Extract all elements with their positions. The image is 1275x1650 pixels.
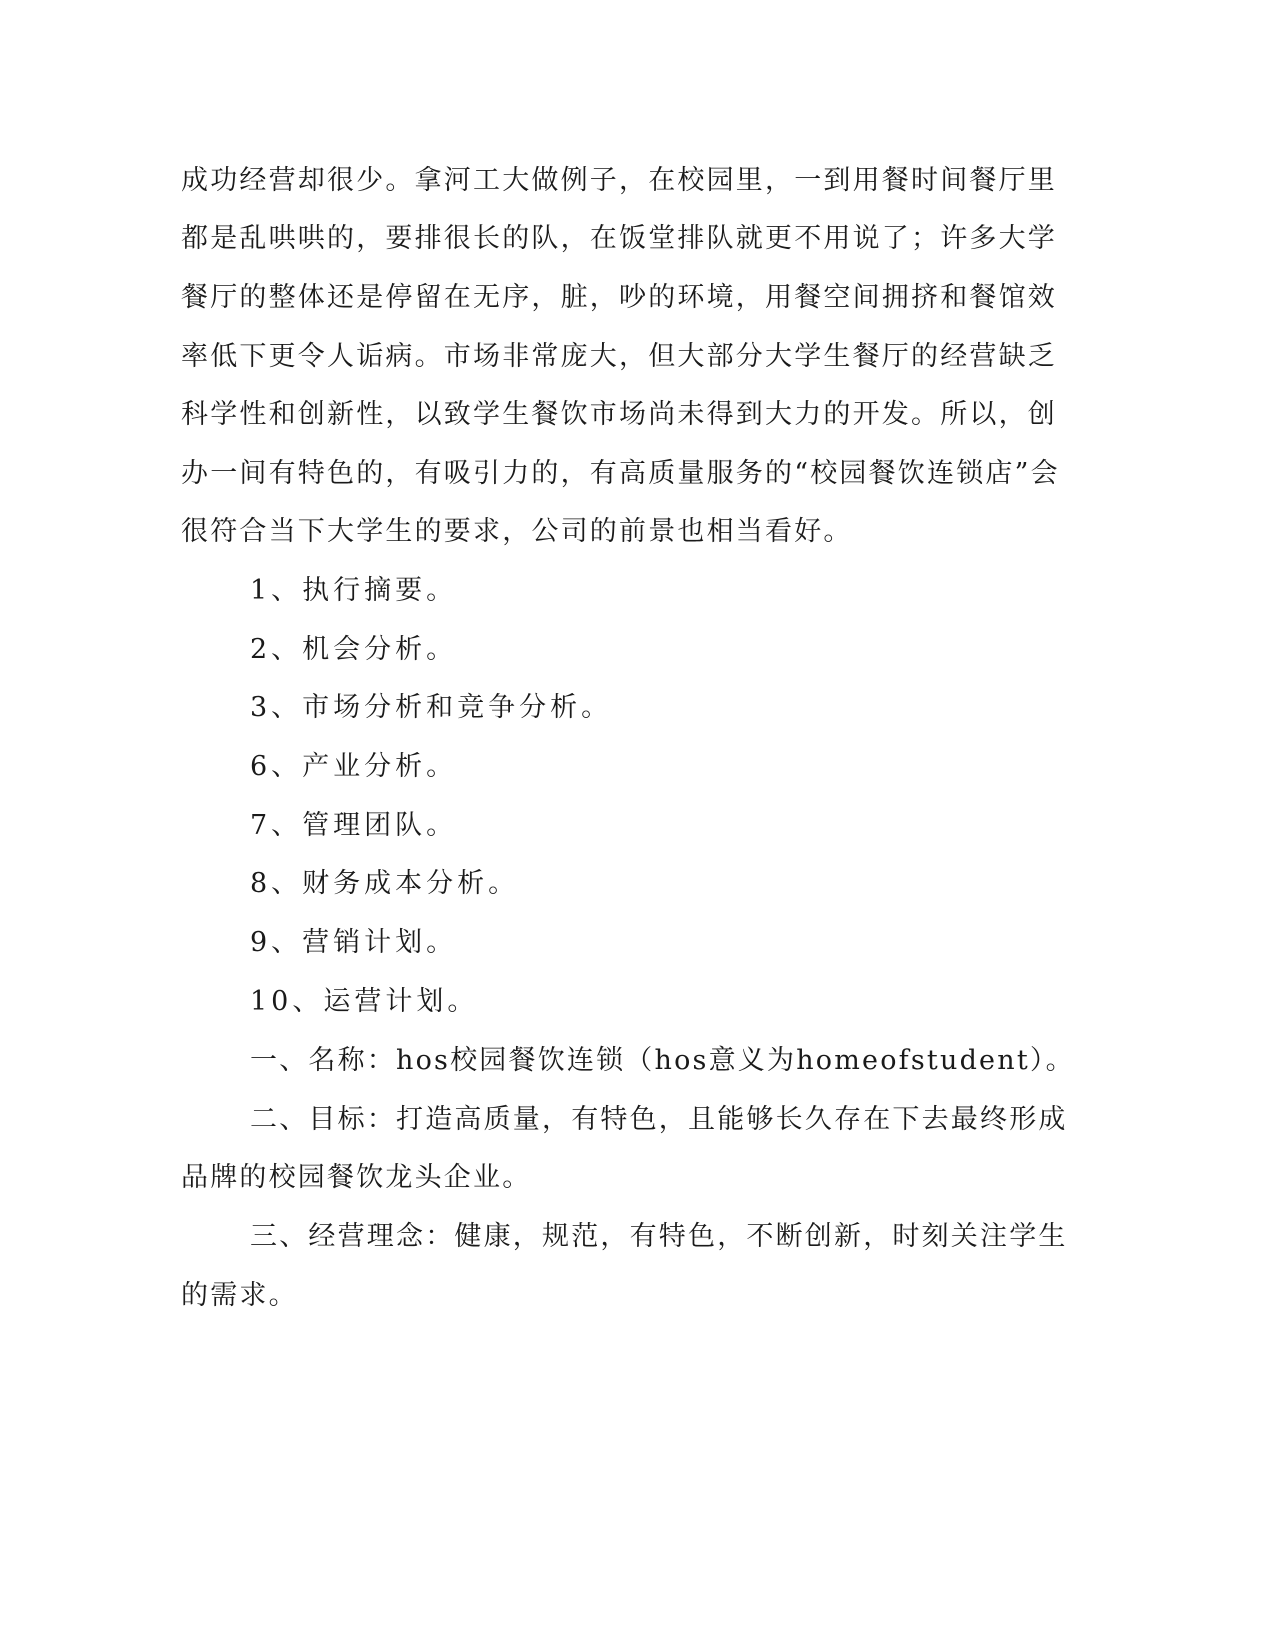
list-item: 10、运营计划。 <box>250 986 479 1017</box>
list-item: 7、管理团队。 <box>250 810 458 841</box>
list-item: 1、执行摘要。 <box>250 575 458 606</box>
paragraph-line: 的需求。 <box>181 1280 298 1311</box>
paragraph-line: 率低下更令人诟病。市场非常庞大，但大部分大学生餐厅的经营缺乏 <box>181 341 1057 372</box>
list-item: 2、机会分析。 <box>250 634 458 665</box>
paragraph-line: 品牌的校园餐饮龙头企业。 <box>181 1162 532 1193</box>
list-item: 3、市场分析和竞争分析。 <box>250 692 613 723</box>
paragraph-line: 三、经营理念：健康，规范，有特色，不断创新，时刻关注学生 <box>250 1221 1068 1252</box>
paragraph-line: 成功经营却很少。拿河工大做例子，在校园里，一到用餐时间餐厅里 <box>181 165 1057 196</box>
paragraph-line: 科学性和创新性，以致学生餐饮市场尚未得到大力的开发。所以，创 <box>181 399 1057 430</box>
list-item: 9、营销计划。 <box>250 927 458 958</box>
name-section: 一、名称：hos校园餐饮连锁（hos意义为homeofstudent）。 <box>250 1045 1075 1076</box>
paragraph-line: 办一间有特色的，有吸引力的，有高质量服务的“校园餐饮连锁店”会 <box>181 458 1060 489</box>
paragraph-line: 都是乱哄哄的，要排很长的队，在饭堂排队就更不用说了；许多大学 <box>181 223 1057 254</box>
list-item: 6、产业分析。 <box>250 751 458 782</box>
list-item: 8、财务成本分析。 <box>250 868 520 899</box>
paragraph-line: 餐厅的整体还是停留在无序，脏，吵的环境，用餐空间拥挤和餐馆效 <box>181 282 1057 313</box>
paragraph-line: 很符合当下大学生的要求，公司的前景也相当看好。 <box>181 516 853 547</box>
paragraph-line: 二、目标：打造高质量，有特色，且能够长久存在下去最终形成 <box>250 1104 1068 1135</box>
